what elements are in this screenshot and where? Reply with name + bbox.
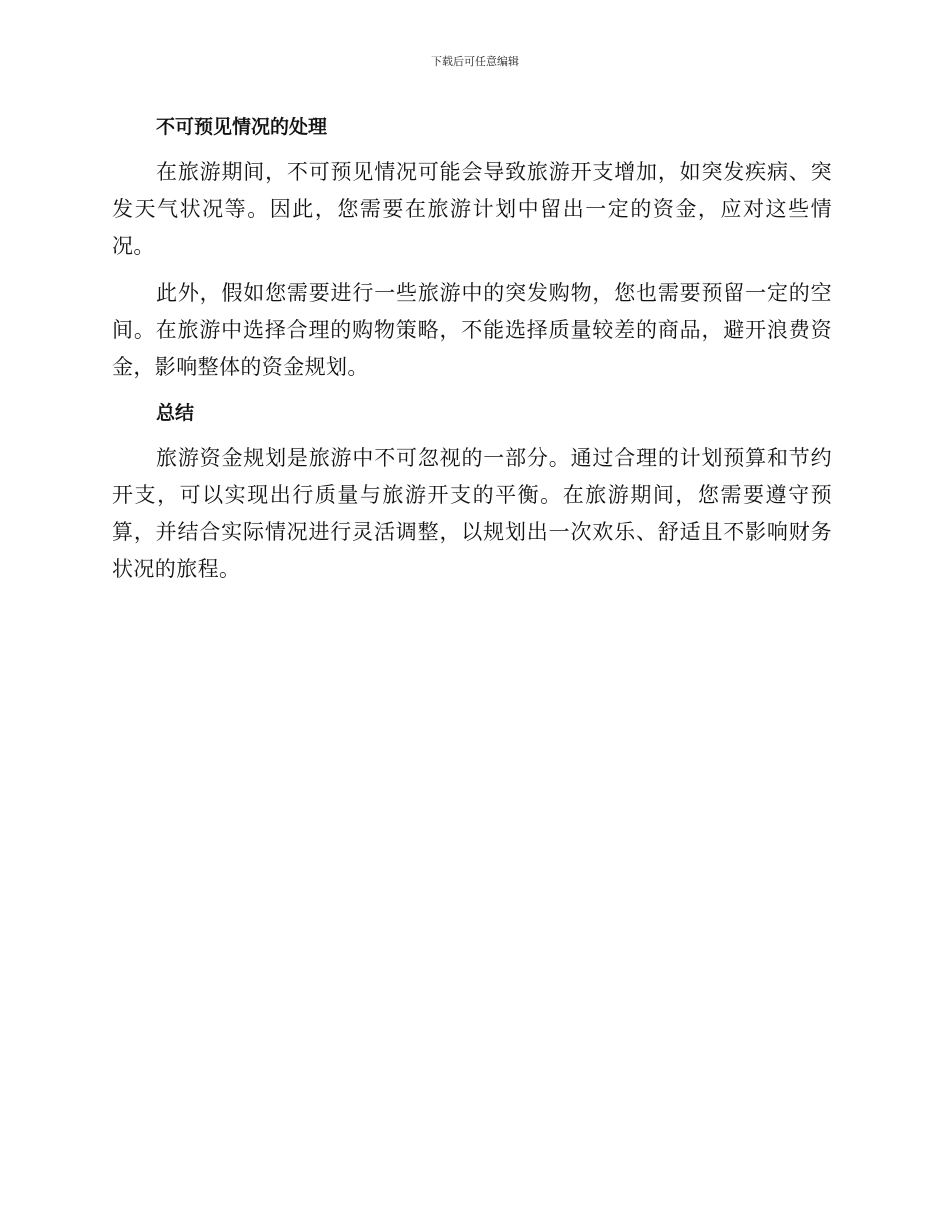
paragraph: 在旅游期间，不可预见情况可能会导致旅游开支增加，如突发疾病、突发天气状况等。因此，您需要在旅游计划中留出一定的资金，应对这些情况。 [112,160,832,258]
section-unforeseen-situations [112,110,832,386]
section-heading: 不可预见情况的处理 [156,116,328,138]
section-summary [112,396,832,588]
paragraph: 此外，假如您需要进行一些旅游中的突发购物，您也需要预留一定的空间。在旅游中选择合理的购物策略，不能选择质量较差的商品，避开浪费资金，影响整体的资金规划。 [112,281,832,379]
page-header: 下载后可任意编辑 [431,55,519,68]
section-heading: 总结 [156,402,195,424]
paragraph: 旅游资金规划是旅游中不可忽视的一部分。通过合理的计划预算和节约开支，可以实现出行质量与旅游开支的平衡。在旅游期间，您需要遵守预算，并结合实际情况进行灵活调整，以规划出一次欢乐、舒适且不影响财务状况的旅程。 [112,446,832,581]
document-body [112,110,832,598]
